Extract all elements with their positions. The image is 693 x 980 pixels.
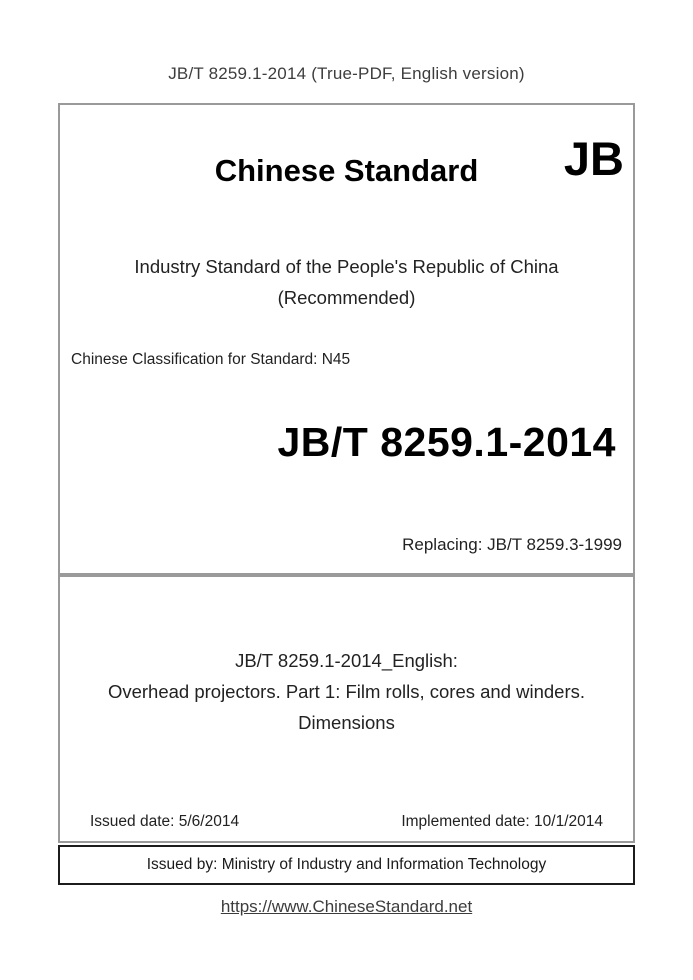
footer bbox=[0, 897, 693, 917]
english-title-line-1: JB/T 8259.1-2014_English: bbox=[235, 650, 458, 671]
english-title-line-3: Dimensions bbox=[298, 712, 395, 733]
issued-by-label: Issued by: Ministry of Industry and Information Technology bbox=[146, 856, 547, 873]
title-box bbox=[58, 575, 635, 843]
english-title-line-2: Overhead projectors. Part 1: Film rolls, cores and winders. bbox=[107, 681, 586, 702]
recommended-line: (Recommended) bbox=[277, 287, 416, 308]
brand-heading: Chinese Standard bbox=[214, 153, 479, 188]
standard-box bbox=[58, 103, 635, 575]
implemented-date: Implemented date: 10/1/2014 bbox=[401, 813, 603, 830]
replacing-note: Replacing: JB/T 8259.3-1999 bbox=[402, 535, 622, 554]
issuer-box bbox=[58, 845, 635, 885]
classification-label: Chinese Classification for Standard: N45 bbox=[71, 351, 351, 368]
english-title bbox=[60, 645, 633, 738]
page-title: JB/T 8259.1-2014 (True-PDF, English version) bbox=[168, 64, 525, 83]
site-link[interactable]: https://www.ChineseStandard.net bbox=[220, 897, 473, 916]
industry-standard-line: Industry Standard of the People's Republic of China bbox=[134, 256, 559, 277]
standard-number: JB/T 8259.1-2014 bbox=[277, 419, 616, 465]
jb-logo: JB bbox=[563, 132, 624, 185]
dates-row bbox=[60, 813, 633, 831]
issued-date: Issued date: 5/6/2014 bbox=[90, 813, 240, 830]
